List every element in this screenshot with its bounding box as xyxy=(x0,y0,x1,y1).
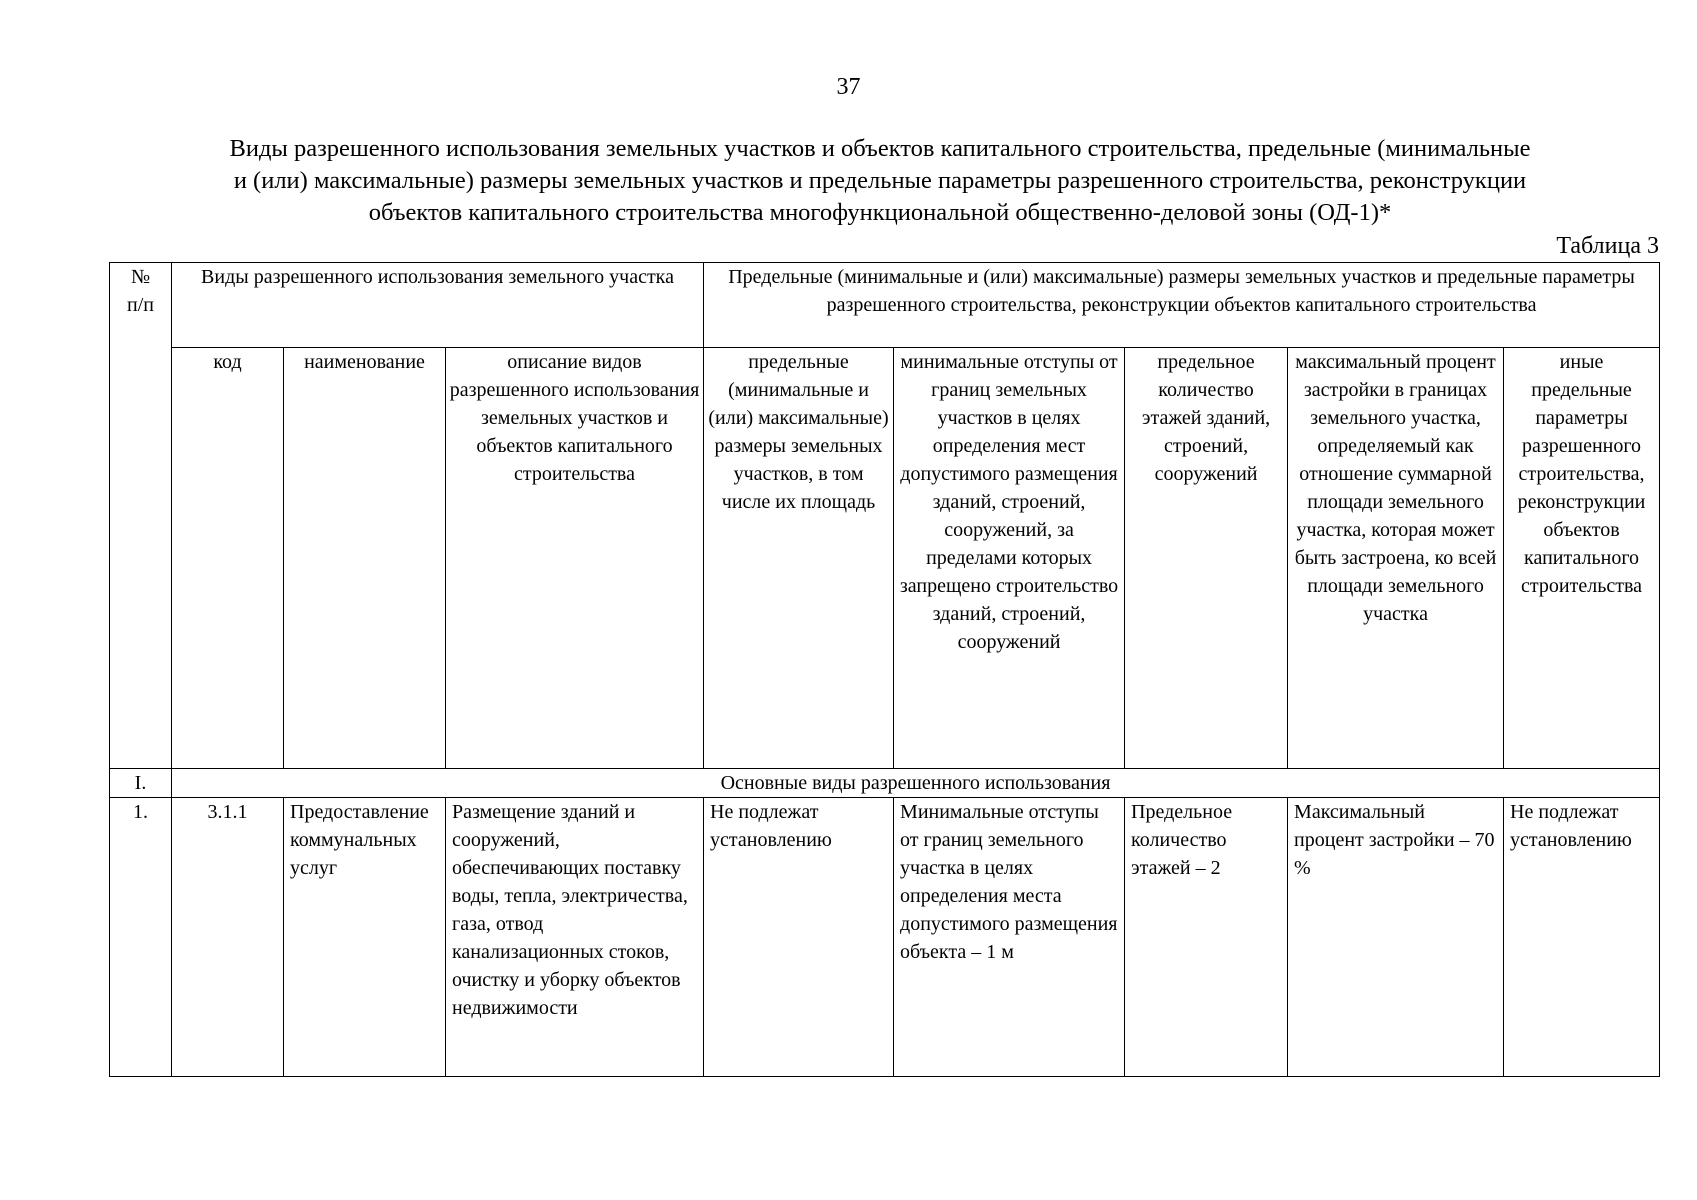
header-number xyxy=(110,263,172,769)
header-group-permitted-use: Виды разрешенного использования земельного участка xyxy=(172,263,704,348)
section-row xyxy=(110,769,1660,798)
row-floors: Предельное количество этажей – 2 xyxy=(1125,798,1288,1077)
row-coverage: Максимальный процент застройки – 70 % xyxy=(1288,798,1504,1077)
row-name: Предоставление коммунальных услуг xyxy=(284,798,446,1077)
row-plot-size: Не подлежат установлению xyxy=(704,798,894,1077)
section-title: Основные виды разрешенного использования xyxy=(172,769,1660,798)
row-code: 3.1.1 xyxy=(172,798,284,1077)
header-description: описание видов разрешенного использования земельных участков и объектов капитального строительства xyxy=(446,348,704,769)
table-subheader-row xyxy=(110,348,1660,769)
table-label: Таблица 3 xyxy=(1556,233,1659,259)
document-title-line: и (или) максимальные) размеры земельных участков и предельные параметры разрешенного строительства, реконструкции xyxy=(233,167,1527,194)
table-header-row xyxy=(110,263,1660,348)
header-group-parameters: Предельные (минимальные и (или) максимальные) размеры земельных участков и предельные параметры разрешенного строительства, реконструкции объектов капитального строительства xyxy=(704,263,1660,348)
table-row xyxy=(110,798,1660,1077)
page-number: 37 xyxy=(836,74,861,100)
document-title-line: объектов капитального строительства многофункциональной общественно-деловой зоны (ОД-1)* xyxy=(368,199,1392,226)
header-code: код xyxy=(172,348,284,769)
row-number: 1. xyxy=(110,798,172,1077)
header-name: наименование xyxy=(284,348,446,769)
header-floors: предельное количество этажей зданий, строений, сооружений xyxy=(1125,348,1288,769)
header-setback: минимальные отступы от границ земельных участков в целях определения мест допустимого размещения зданий, строений, сооружений, за пределами которых запрещено строительство зданий, строений, сооружений xyxy=(894,348,1125,769)
header-other-params: иные предельные параметры разрешенного строительства, реконструкции объектов капитального строительства xyxy=(1504,348,1660,769)
section-number: I. xyxy=(110,769,172,798)
row-setback: Минимальные отступы от границ земельного участка в целях определения места допустимого размещения объекта – 1 м xyxy=(894,798,1125,1077)
row-description: Размещение зданий и сооружений, обеспечивающих поставку воды, тепла, электричества, газа, отвод канализационных стоков, очистку и уборку объектов недвижимости xyxy=(446,798,704,1077)
header-plot-size: предельные (минимальные и (или) максимальные) размеры земельных участков, в том числе их площадь xyxy=(704,348,894,769)
document-title xyxy=(100,133,1660,229)
row-other-params: Не подлежат установлению xyxy=(1504,798,1660,1077)
header-number-line: № xyxy=(130,266,151,288)
header-number-line: п/п xyxy=(127,294,154,316)
document-title-line: Виды разрешенного использования земельных участков и объектов капитального строительства, предельные (минимальные xyxy=(229,135,1531,162)
land-use-table xyxy=(109,262,1660,1077)
header-coverage: максимальный процент застройки в границах земельного участка, определяемый как отношение суммарной площади земельного участка, которая может быть застроена, ко всей площади земельного участка xyxy=(1288,348,1504,769)
